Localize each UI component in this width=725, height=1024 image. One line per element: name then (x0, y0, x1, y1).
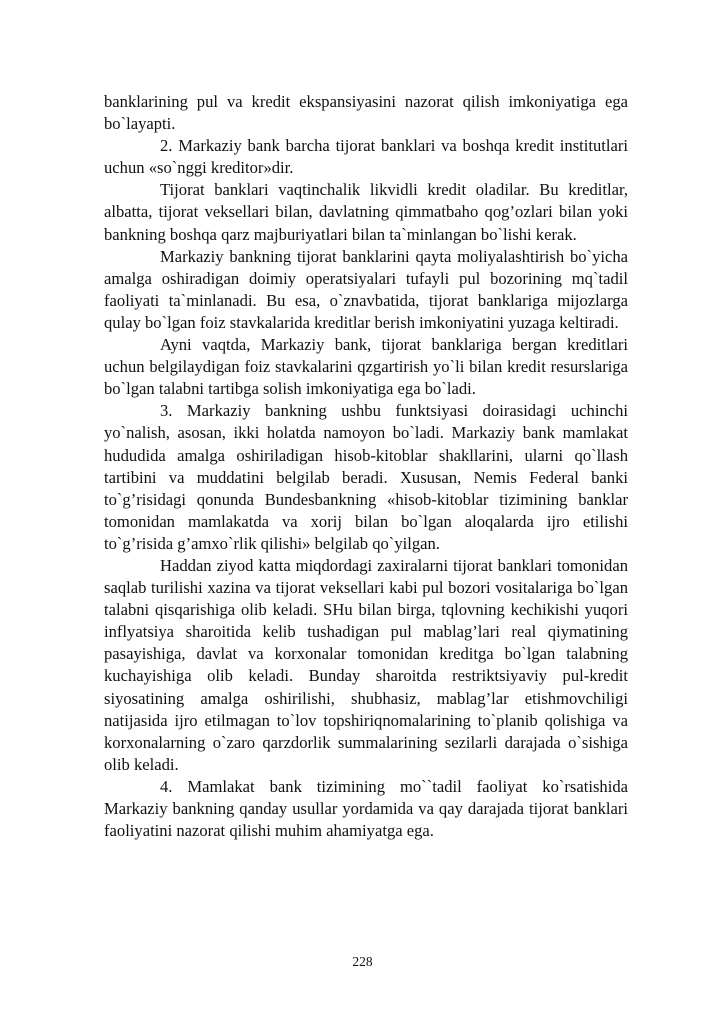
paragraph-2: 2. Markaziy bank barcha tijorat banklari va boshqa kredit institutlari uchun «so`nggi kreditor»dir. (104, 136, 628, 178)
paragraph-7: Haddan ziyod katta miqdordagi zaxiralarni tijorat banklari tomonidan saqlab turilishi xazina va tijorat veksellari kabi pul bozori vositalariga bo`lgan talabni qisqarishiga olib keladi. SHu bilan birga, tqlovning kechikishi yuqori inflyatsiya sharoitida kelib tushadigan pul mablag’lari real qiymatining pasayishiga, davlat va korxonalar tomonidan kreditga bo`lgan talabning kuchayishiga olib keladi. Bunday sharoitda restriktsiyaviy pul-kredit siyosatining amalga oshirilishi, shubhasiz, mablag’lar etishmovchiligi natijasida ijro etilmagan to`lov topshiriqnomalarining to`planib qolishiga va korxonalarning o`zaro qarzdorlik summalarining sezilarli darajada o`sishiga olib keladi. (104, 555, 628, 774)
paragraph-4: Markaziy bankning tijorat banklarini qayta moliyalashtirish bo`yicha amalga oshiradigan doimiy operatsiyalari tufayli pul bozorining mq`tadil faoliyati ta`minlanadi. Bu esa, o`znavbatida, tijorat banklariga mijozlarga qulay bo`lgan foiz stavkalarida kreditlar berish imkoniyatini yuzaga keltiradi. (104, 246, 628, 332)
paragraph-5: Ayni vaqtda, Markaziy bank, tijorat banklariga bergan kreditlari uchun belgilaydigan foiz stavkalarini qzgartirish yo`li bilan kredit resurslariga bo`lgan talabni tartibga solish imkoniyatiga ega bo`ladi. (104, 335, 628, 399)
page-body (104, 91, 628, 842)
page-number: 228 (352, 954, 373, 969)
paragraph-1: banklarining pul va kredit ekspansiyasini nazorat qilish imkoniyatiga ega bo`layapti. (104, 92, 628, 134)
paragraph-6: 3. Markaziy bankning ushbu funktsiyasi doirasidagi uchinchi yo`nalish, asosan, ikki holatda namoyon bo`ladi. Markaziy bank mamlakat hududida amalga oshiriladigan hisob-kitoblar shakllarini, ularni qo`llash tartibini va muddatini belgilab beradi. Xususan, Nemis Federal banki to`g’risidagi qonunda Bundesbankning «hisob-kitoblar tizimining banklar tomonidan mamlakatda va xorij bilan bo`lgan aloqalarda ijro etilishi to`g’risida g’amxo`rlik qilishi» belgilab qo`yilgan. (104, 401, 628, 553)
paragraph-8: 4. Mamlakat bank tizimining mo``tadil faoliyat ko`rsatishida Markaziy bankning qanday usullar yordamida va qay darajada tijorat banklari faoliyatini nazorat qilishi muhim ahamiyatga ega. (104, 776, 628, 841)
paragraph-3: Tijorat banklari vaqtinchalik likvidli kredit oladilar. Bu kreditlar, albatta, tijorat veksellari bilan, davlatning qimmatbaho qog’ozlari bilan yoki bankning boshqa qarz majburiyatlari bilan ta`minlangan bo`lishi kerak. (104, 180, 628, 244)
